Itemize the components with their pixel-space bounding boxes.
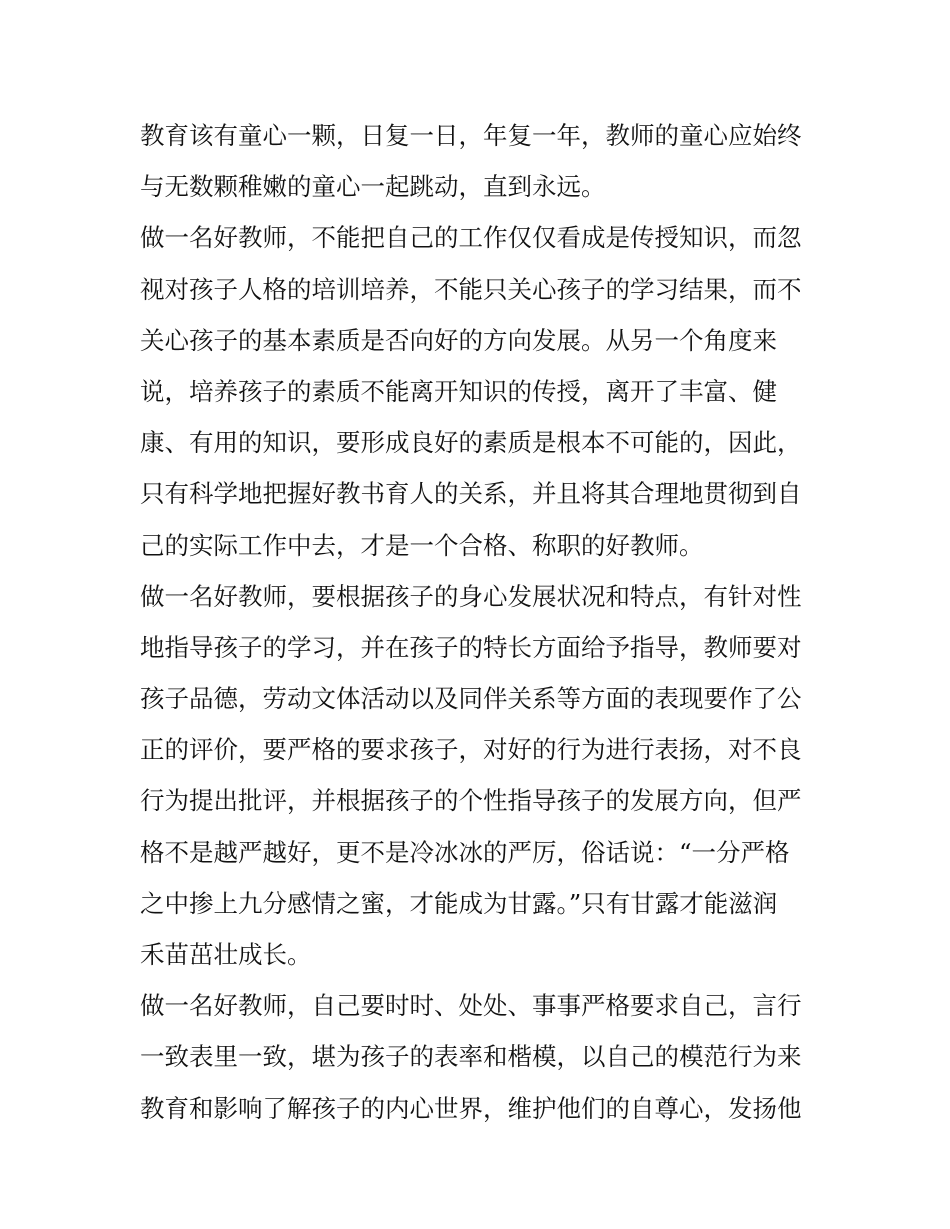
text-line: 教育和影响了解孩子的内心世界，维护他们的自尊心，发扬他 [140,1093,802,1123]
text-line: 做一名好教师，不能把自己的工作仅仅看成是传授知识，而忽 [140,223,802,253]
text-line: 正的评价，要严格的要求孩子，对好的行为进行表扬，对不良 [140,735,802,765]
text-line: 视对孩子人格的培训培养，不能只关心孩子的学习结果，而不 [140,274,802,304]
text-line: 地指导孩子的学习，并在孩子的特长方面给予指导，教师要对 [140,632,802,662]
text-line: 己的实际工作中去，才是一个合格、称职的好教师。 [140,530,704,560]
text-line: 格不是越严越好，更不是冷冰冰的严厉，俗话说：“一分严格 [140,837,790,867]
text-line: 康、有用的知识，要形成良好的素质是根本不可能的，因此， [140,428,802,458]
text-line: 禾苗茁壮成长。 [140,940,312,969]
text-line: 说，培养孩子的素质不能离开知识的传授，离开了丰富、健 [140,376,777,406]
text-line: 做一名好教师，自己要时时、处处、事事严格要求自己，言行 [140,991,802,1021]
text-line: 只有科学地把握好教书育人的关系，并且将其合理地贯彻到自 [140,479,802,509]
text-line: 教育该有童心一颗，日复一日，年复一年，教师的童心应始终 [140,121,802,150]
text-line: 与无数颗稚嫩的童心一起跳动，直到永远。 [140,172,606,202]
text-line: 做一名好教师，要根据孩子的身心发展状况和特点，有针对性 [140,581,802,611]
text-line: 孩子品德，劳动文体活动以及同伴关系等方面的表现要作了公 [140,684,802,714]
body-text [140,110,820,1134]
text-line: 关心孩子的基本素质是否向好的方向发展。从另一个角度来 [140,325,777,355]
text-line: 行为提出批评，并根据孩子的个性指导孩子的发展方向，但严 [140,786,802,816]
text-line: 一致表里一致，堪为孩子的表率和楷模，以自己的模范行为来 [140,1042,802,1072]
text-line: 之中掺上九分感情之蜜，才能成为甘露。”只有甘露才能滋润 [140,888,778,918]
